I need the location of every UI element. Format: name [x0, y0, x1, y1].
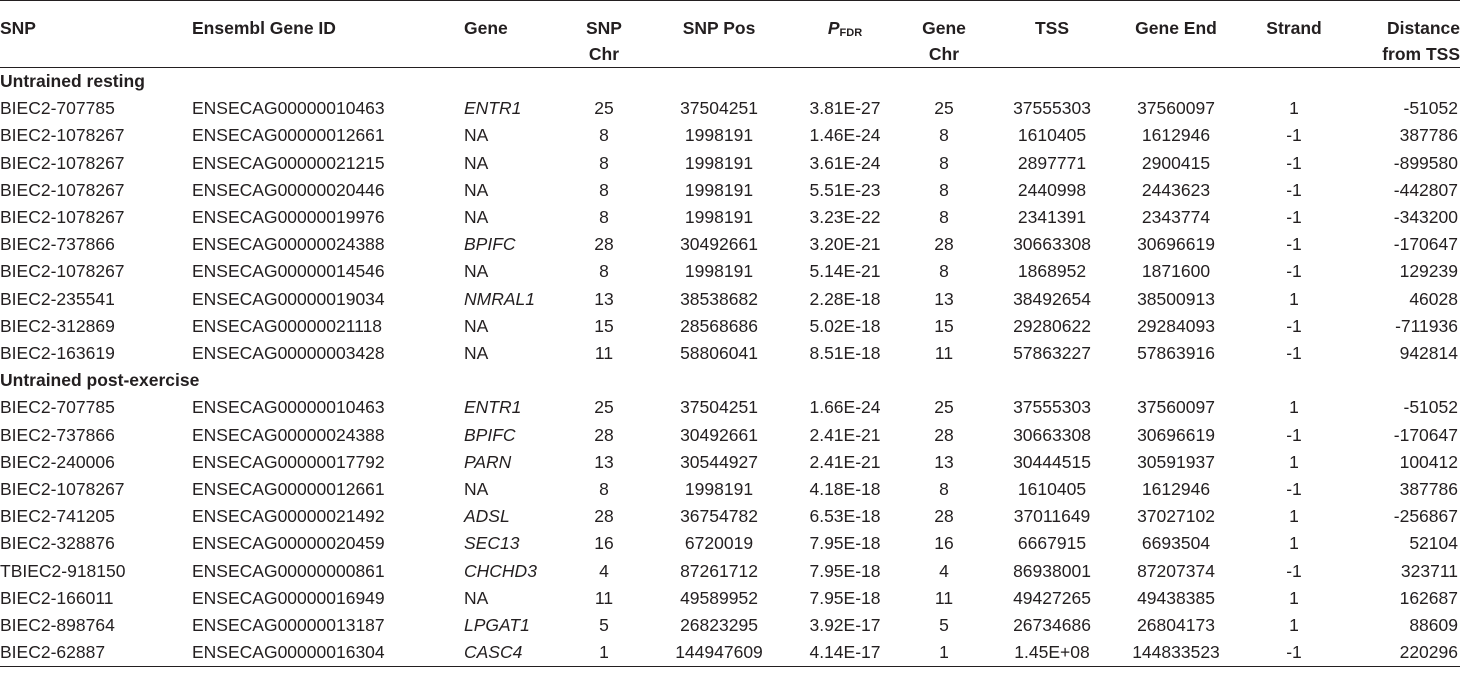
cell-strand: -1: [1286, 234, 1302, 255]
cell-gene-end: 49438385: [1137, 587, 1215, 608]
cell-distance: 387786: [1399, 479, 1458, 500]
cell-gene-end: 30696619: [1137, 424, 1215, 445]
cell-gene-chr: 11: [934, 587, 954, 608]
cell-strand: -1: [1286, 479, 1302, 500]
cell-pfdr: 7.95E-18: [809, 587, 881, 608]
cell-gene-id: ENSECAG00000014546: [192, 261, 385, 282]
cell-gene: NA: [464, 479, 489, 500]
cell-gene-chr: 25: [934, 98, 954, 119]
cell-snp-chr: 25: [594, 397, 614, 418]
table-row: [0, 313, 1460, 340]
cell-gene-end: 37560097: [1137, 98, 1215, 119]
cell-gene-id: ENSECAG00000016949: [192, 587, 385, 608]
cell-strand: 1: [1289, 288, 1299, 309]
cell-snp-pos: 26823295: [680, 615, 758, 636]
cell-snp: BIEC2-1078267: [0, 261, 125, 282]
cell-snp: BIEC2-163619: [0, 343, 115, 364]
cell-gene-id: ENSECAG00000021492: [192, 506, 385, 527]
cell-snp-chr: 8: [599, 207, 609, 228]
cell-strand: -1: [1286, 152, 1302, 173]
cell-gene: NA: [464, 152, 489, 173]
cell-gene-chr: 25: [934, 397, 954, 418]
cell-strand: 1: [1289, 451, 1299, 472]
cell-tss: 30663308: [1013, 424, 1091, 445]
cell-snp: BIEC2-737866: [0, 234, 115, 255]
cell-strand: 1: [1289, 506, 1299, 527]
cell-tss: 86938001: [1013, 560, 1091, 581]
cell-distance: 220296: [1348, 639, 1460, 667]
cell-gene-end: 1612946: [1141, 479, 1211, 500]
cell-distance: -899580: [1393, 152, 1458, 173]
cell-tss: 2897771: [1017, 152, 1087, 173]
cell-gene-end: 144833523: [1112, 639, 1240, 667]
cell-gene-id: ENSECAG00000024388: [192, 424, 385, 445]
cell-distance: 942814: [1399, 343, 1458, 364]
cell-distance: -256867: [1393, 506, 1458, 527]
cell-gene-id: ENSECAG00000019976: [192, 207, 385, 228]
table-row: [0, 476, 1460, 503]
cell-gene-chr: 4: [939, 560, 949, 581]
table-row: [0, 286, 1460, 313]
cell-gene-end: 87207374: [1137, 560, 1215, 581]
cell-tss: 29280622: [1013, 315, 1091, 336]
cell-distance: 129239: [1399, 261, 1458, 282]
cell-gene: ADSL: [464, 506, 510, 527]
cell-snp: BIEC2-62887: [0, 639, 192, 667]
cell-pfdr: 5.51E-23: [809, 179, 881, 200]
cell-gene-chr: 5: [939, 615, 949, 636]
section-header-row: [0, 367, 1460, 394]
cell-snp-chr: 8: [599, 125, 609, 146]
cell-gene: BPIFC: [464, 424, 516, 445]
cell-strand: 1: [1289, 397, 1299, 418]
cell-gene: ENTR1: [464, 397, 522, 418]
cell-distance: -51052: [1403, 397, 1458, 418]
cell-pfdr: 3.81E-27: [809, 98, 881, 119]
cell-snp: BIEC2-898764: [0, 615, 115, 636]
cell-pfdr: 2.28E-18: [809, 288, 881, 309]
cell-gene-id: ENSECAG00000003428: [192, 343, 385, 364]
cell-gene: NA: [464, 261, 489, 282]
cell-pfdr: 2.41E-21: [809, 424, 881, 445]
table-row: [0, 612, 1460, 639]
cell-gene-end: 29284093: [1137, 315, 1215, 336]
cell-distance: -343200: [1393, 207, 1458, 228]
cell-pfdr: 8.51E-18: [809, 343, 881, 364]
cell-snp-pos: 1998191: [684, 125, 754, 146]
cell-strand: 1: [1289, 98, 1299, 119]
cell-snp: BIEC2-1078267: [0, 179, 125, 200]
cell-gene-end: 1612946: [1141, 125, 1211, 146]
cell-tss: 2440998: [1017, 179, 1087, 200]
cell-snp-chr: 8: [599, 152, 609, 173]
cell-snp-pos: 30492661: [680, 234, 758, 255]
cell-snp: BIEC2-1078267: [0, 207, 125, 228]
cell-gene-id: ENSECAG00000021118: [192, 315, 383, 336]
cell-gene-chr: 28: [934, 234, 954, 255]
cell-tss: 37555303: [1013, 397, 1091, 418]
cell-distance: -711936: [1395, 315, 1458, 336]
cell-snp-pos: 1998191: [684, 479, 754, 500]
table-row: [0, 95, 1460, 122]
cell-strand: -1: [1286, 315, 1302, 336]
cell-gene: BPIFC: [464, 234, 516, 255]
cell-snp: BIEC2-166011: [0, 587, 114, 608]
cell-snp-pos: 28568686: [680, 315, 758, 336]
cell-gene-id: ENSECAG00000020459: [192, 533, 385, 554]
cell-snp-pos: 49589952: [680, 587, 758, 608]
cell-strand: -1: [1286, 560, 1302, 581]
cell-pfdr: 4.18E-18: [809, 479, 881, 500]
cell-gene-id: ENSECAG00000021215: [192, 152, 385, 173]
table-row: [0, 585, 1460, 612]
cell-gene-end: 30591937: [1137, 451, 1215, 472]
table-row: [0, 530, 1460, 557]
table-row: [0, 231, 1460, 258]
cell-snp-chr: 25: [594, 98, 614, 119]
cell-gene-chr: 8: [939, 179, 949, 200]
cell-pfdr: 7.95E-18: [809, 560, 881, 581]
cell-tss: 38492654: [1013, 288, 1091, 309]
cell-strand: -1: [1286, 207, 1302, 228]
header-distance: [1348, 1, 1460, 68]
section-title: Untrained resting: [0, 71, 145, 91]
cell-gene-id: ENSECAG00000016304: [192, 639, 464, 667]
cell-snp-pos: 144947609: [644, 639, 794, 667]
cell-snp-chr: 28: [594, 424, 614, 445]
cell-strand: 1: [1289, 615, 1299, 636]
header-gene-chr: [896, 1, 992, 68]
cell-snp-pos: 1998191: [684, 207, 754, 228]
cell-gene: NA: [464, 343, 489, 364]
header-strand: Strand: [1240, 1, 1348, 68]
cell-snp-pos: 38538682: [680, 288, 758, 309]
cell-pfdr: 1.66E-24: [809, 397, 881, 418]
cell-tss: 6667915: [1017, 533, 1087, 554]
cell-snp-chr: 4: [599, 560, 609, 581]
cell-gene: LPGAT1: [464, 615, 530, 636]
cell-gene-chr: 16: [934, 533, 954, 554]
cell-gene-id: ENSECAG00000017792: [192, 451, 385, 472]
cell-snp: BIEC2-328876: [0, 533, 115, 554]
cell-gene-chr: 1: [896, 639, 992, 667]
cell-snp-chr: 28: [594, 506, 614, 527]
cell-tss: 37011649: [1013, 506, 1091, 527]
cell-snp: BIEC2-1078267: [0, 479, 125, 500]
section-header-row: [0, 68, 1460, 96]
cell-tss: 30663308: [1013, 234, 1091, 255]
cell-snp-chr: 11: [594, 587, 614, 608]
cell-snp-pos: 87261712: [680, 560, 758, 581]
header-gene-end: Gene End: [1112, 1, 1240, 68]
cell-snp-chr: 8: [599, 479, 609, 500]
cell-strand: -1: [1286, 125, 1302, 146]
cell-pfdr: 4.14E-17: [794, 639, 896, 667]
cell-gene: NA: [464, 179, 489, 200]
cell-distance: 88609: [1409, 615, 1458, 636]
cell-gene-chr: 8: [939, 207, 949, 228]
header-snp-chr-label: SNP Chr: [586, 18, 622, 64]
cell-snp-pos: 1998191: [684, 179, 754, 200]
cell-gene: CASC4: [464, 639, 564, 667]
cell-gene-chr: 8: [939, 261, 949, 282]
cell-gene-chr: 8: [939, 479, 949, 500]
cell-gene-end: 26804173: [1137, 615, 1215, 636]
cell-tss: 1610405: [1017, 125, 1087, 146]
cell-snp: TBIEC2-918150: [0, 560, 126, 581]
table-row: [0, 122, 1460, 149]
cell-snp-pos: 36754782: [680, 506, 758, 527]
header-snp-chr: [564, 1, 644, 68]
cell-gene-chr: 28: [934, 506, 954, 527]
cell-distance: 162687: [1399, 587, 1458, 608]
cell-pfdr: 3.92E-17: [809, 615, 881, 636]
header-gene-id: Ensembl Gene ID: [192, 1, 464, 68]
cell-snp-pos: 30492661: [680, 424, 758, 445]
cell-snp-chr: 28: [594, 234, 614, 255]
section-title: Untrained post-exercise: [0, 370, 200, 391]
cell-snp-chr: 16: [594, 533, 614, 554]
table-row: [0, 503, 1460, 530]
cell-gene-id: ENSECAG00000024388: [192, 234, 385, 255]
cell-snp-chr: 11: [594, 343, 614, 364]
cell-gene-end: 30696619: [1137, 234, 1215, 255]
table-row: [0, 394, 1460, 421]
cell-tss: 57863227: [1013, 343, 1091, 364]
cell-gene-end: 37027102: [1137, 506, 1215, 527]
cell-tss: 2341391: [1017, 207, 1087, 228]
cell-gene-end: 6693504: [1141, 533, 1211, 554]
cell-distance: 100412: [1399, 451, 1458, 472]
cell-gene-end: 1871600: [1141, 261, 1211, 282]
header-row: [0, 1, 1460, 68]
cell-snp: BIEC2-741205: [0, 506, 115, 527]
cell-snp: BIEC2-707785: [0, 397, 115, 418]
cell-strand: -1: [1286, 179, 1302, 200]
table-row: [0, 449, 1460, 476]
header-gene-chr-label: Gene Chr: [922, 18, 966, 64]
cell-gene-end: 2343774: [1141, 207, 1211, 228]
cell-strand: -1: [1286, 261, 1302, 282]
cell-snp-chr: 15: [594, 315, 614, 336]
cell-pfdr: 1.46E-24: [809, 125, 881, 146]
cell-snp-pos: 1998191: [684, 261, 754, 282]
cell-gene: NMRAL1: [464, 288, 535, 309]
cell-gene-chr: 28: [934, 424, 954, 445]
cell-tss: 37555303: [1013, 98, 1091, 119]
cell-snp: BIEC2-1078267: [0, 152, 125, 173]
cell-distance: -170647: [1393, 424, 1458, 445]
cell-pfdr: 5.14E-21: [809, 261, 881, 282]
cell-gene-end: 2900415: [1141, 152, 1211, 173]
cell-snp: BIEC2-737866: [0, 424, 115, 445]
header-gene: Gene: [464, 1, 564, 68]
cell-gene-chr: 13: [934, 451, 954, 472]
cell-gene-chr: 11: [934, 343, 954, 364]
cell-snp-chr: 8: [599, 179, 609, 200]
table-row: [0, 177, 1460, 204]
table-row: [0, 204, 1460, 231]
cell-gene: ENTR1: [464, 98, 522, 119]
cell-gene: NA: [464, 315, 489, 336]
cell-gene-end: 38500913: [1137, 288, 1215, 309]
cell-gene-end: 57863916: [1137, 343, 1215, 364]
cell-pfdr: 2.41E-21: [809, 451, 881, 472]
cell-snp-pos: 58806041: [680, 343, 758, 364]
header-distance-label: Distance from TSS: [1382, 18, 1460, 64]
cell-snp-pos: 37504251: [680, 98, 758, 119]
cell-distance: 46028: [1409, 288, 1458, 309]
cell-tss: 1.45E+08: [992, 639, 1112, 667]
cell-gene-chr: 8: [939, 125, 949, 146]
cell-snp: BIEC2-312869: [0, 315, 115, 336]
cell-pfdr: 6.53E-18: [809, 506, 881, 527]
cell-snp: BIEC2-1078267: [0, 125, 125, 146]
cell-distance: -51052: [1403, 98, 1458, 119]
cell-snp-pos: 30544927: [680, 451, 758, 472]
cell-snp-pos: 6720019: [684, 533, 754, 554]
header-tss: TSS: [992, 1, 1112, 68]
cell-gene: NA: [464, 587, 489, 608]
cell-gene: PARN: [464, 451, 512, 472]
cell-tss: 49427265: [1013, 587, 1091, 608]
cell-gene-end: 37560097: [1137, 397, 1215, 418]
cell-tss: 1868952: [1017, 261, 1087, 282]
cell-tss: 30444515: [1013, 451, 1091, 472]
cell-distance: 387786: [1399, 125, 1458, 146]
cell-distance: 52104: [1409, 533, 1458, 554]
cell-pfdr: 3.61E-24: [809, 152, 881, 173]
cell-gene-id: ENSECAG00000012661: [192, 479, 385, 500]
table-row: [0, 340, 1460, 367]
cell-snp: BIEC2-707785: [0, 98, 115, 119]
cell-snp-chr: 13: [594, 288, 614, 309]
cell-pfdr: 5.02E-18: [809, 315, 881, 336]
cell-pfdr: 3.23E-22: [809, 207, 881, 228]
cell-snp-chr: 8: [599, 261, 609, 282]
table-row: [0, 422, 1460, 449]
cell-gene-id: ENSECAG00000000861: [192, 560, 385, 581]
cell-strand: 1: [1289, 533, 1299, 554]
header-pfdr: [794, 1, 896, 68]
cell-pfdr: 7.95E-18: [809, 533, 881, 554]
header-pfdr-sub: FDR: [839, 27, 863, 39]
cell-gene: CHCHD3: [464, 560, 537, 581]
cell-gene-id: ENSECAG00000020446: [192, 179, 385, 200]
header-snp-pos: SNP Pos: [644, 1, 794, 68]
cell-tss: 1610405: [1017, 479, 1087, 500]
cell-distance: -170647: [1393, 234, 1458, 255]
cell-strand: -1: [1286, 424, 1302, 445]
header-snp: SNP: [0, 1, 192, 68]
cell-strand: -1: [1240, 639, 1348, 667]
cell-snp-chr: 13: [594, 451, 614, 472]
cell-snp-chr: 5: [599, 615, 609, 636]
cell-snp: BIEC2-240006: [0, 451, 115, 472]
cell-gene: NA: [464, 207, 489, 228]
cell-gene: NA: [464, 125, 489, 146]
cell-distance: -442807: [1393, 179, 1458, 200]
header-pfdr-p: P: [827, 18, 840, 38]
cell-distance: 323711: [1400, 560, 1458, 581]
cell-snp-pos: 37504251: [680, 397, 758, 418]
cell-snp-pos: 1998191: [684, 152, 754, 173]
cell-tss: 26734686: [1013, 615, 1091, 636]
cell-gene-id: ENSECAG00000012661: [192, 125, 385, 146]
table-body: [0, 68, 1460, 667]
cell-gene-chr: 8: [939, 152, 949, 173]
cell-strand: -1: [1286, 343, 1302, 364]
cell-gene-chr: 13: [934, 288, 954, 309]
cell-snp: BIEC2-235541: [0, 288, 115, 309]
cell-snp-chr: 1: [564, 639, 644, 667]
table-row: [0, 639, 1460, 667]
cell-gene-id: ENSECAG00000013187: [192, 615, 385, 636]
cell-gene-end: 2443623: [1141, 179, 1211, 200]
cell-pfdr: 3.20E-21: [809, 234, 881, 255]
cell-gene-id: ENSECAG00000010463: [192, 397, 385, 418]
table-row: [0, 558, 1460, 585]
table-row: [0, 150, 1460, 177]
cell-gene-chr: 15: [934, 315, 954, 336]
cell-gene-id: ENSECAG00000010463: [192, 98, 385, 119]
cell-gene: SEC13: [464, 533, 520, 554]
cell-strand: 1: [1289, 587, 1299, 608]
table-row: [0, 258, 1460, 285]
cell-gene-id: ENSECAG00000019034: [192, 288, 385, 309]
